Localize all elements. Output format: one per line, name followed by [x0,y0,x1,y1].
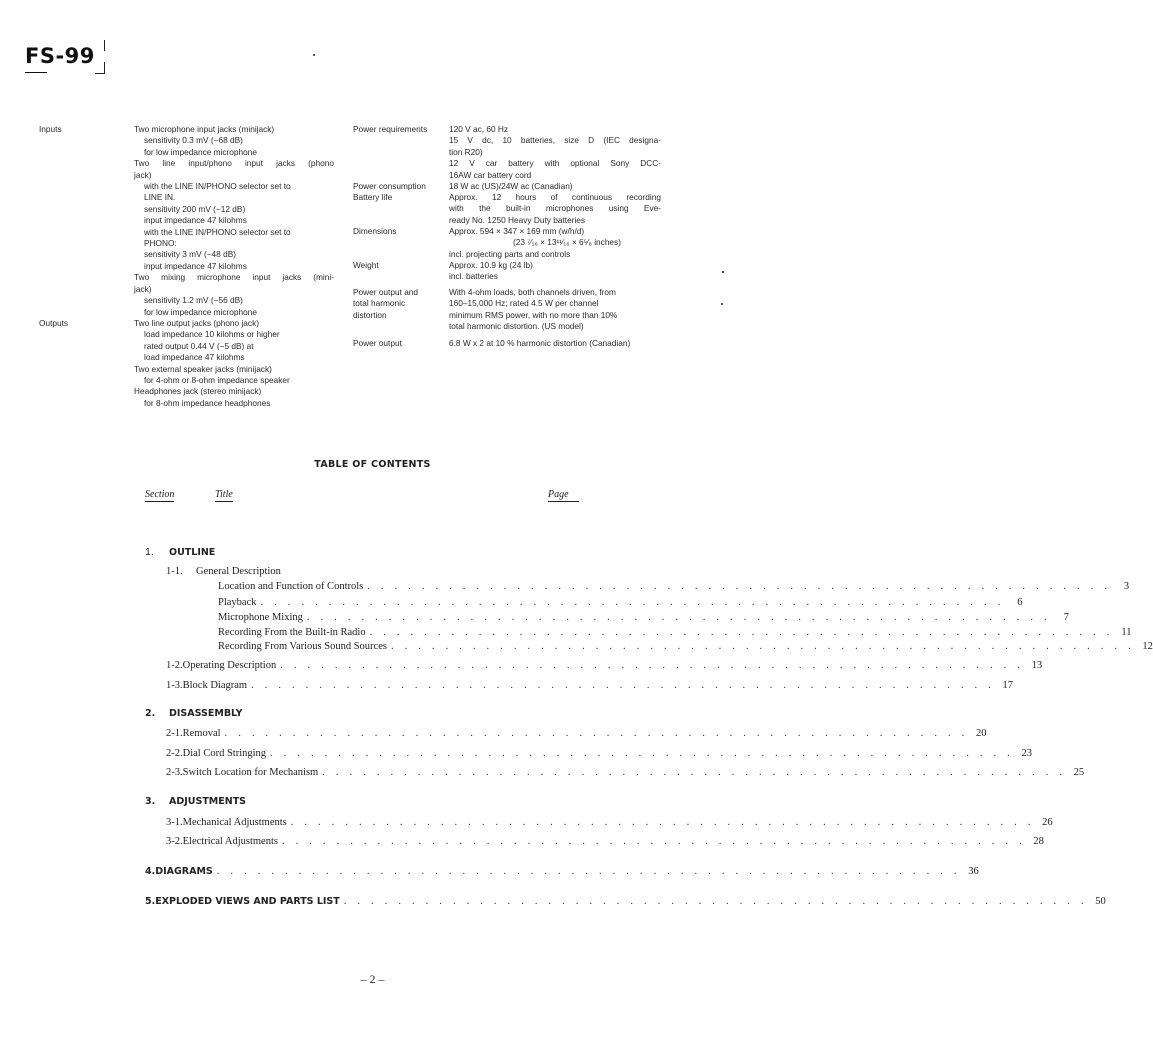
toc-subitem[interactable] [218,627,1132,638]
toc-leader-dots: . . . . . . . . . . . . . . . . . . . . . . . . . . . . . . . . . . . . . . . . . . . . . . . . . . . . . . . [306,612,1051,623]
spec-line: total harmonic distortion. (US model) [449,321,584,332]
spec-line: Two line input/phono input jacks (phono [134,158,334,169]
toc-item-number: 3-1. [166,817,183,828]
toc-subitem[interactable] [218,612,1069,623]
toc-leader-dots: . . . . . . . . . . . . . . . . . . . . . . . . . . . . . . . . . . . . . . . . . . . . . . . . . . . . . . . [280,660,1025,671]
toc-page-number: 3 [1123,581,1130,592]
toc-item-2-1[interactable] [166,728,987,739]
model-name: FS-99 [25,44,95,68]
spec-label-weight: Weight [353,260,379,270]
toc-page-number: 13 [1031,660,1043,671]
spec-line: PHONO: [144,238,177,249]
toc-subitem[interactable] [218,641,1153,652]
toc-leader-dots: . . . . . . . . . . . . . . . . . . . . . . . . . . . . . . . . . . . . . . . . . . . . . . . . . . . . . . . [216,866,961,877]
spec-line: jack) [134,283,152,294]
spec-line: Approx. 10.9 kg (24 lb) [449,260,533,270]
spec-line: with the LINE IN/PHONO selector set to [144,181,291,192]
spec-line: 15 V dc, 10 batteries, size D (IEC designa- [449,135,661,146]
toc-page-number: 28 [1033,836,1044,847]
spec-label-line: total harmonic [353,298,406,309]
spec-line: for low impedance microphone [144,306,257,317]
spec-label-power-output-thd [353,287,418,321]
toc-page-number: 36 [968,866,979,877]
spec-line: minimum RMS power, with no more than 10% [449,309,618,320]
toc-leader-dots: . . . . . . . . . . . . . . . . . . . . . . . . . . . . . . . . . . . . . . . . . . . . . . . . . . . . . . . [281,836,1026,847]
spec-line: (23 ⁷⁄₁₆ × 13¹¹⁄₁₆ × 6⁵⁄₈ inches) [513,237,621,248]
toc-section-title: OUTLINE [169,547,216,558]
spec-line: input impedance 47 kilohms [144,215,247,226]
toc-item-title: Recording From Various Sound Sources [218,641,387,652]
spec-label-power-output: Power output [353,338,402,348]
spec-line: Two external speaker jacks (minijack) [134,363,272,374]
spec-label-battery-life: Battery life [353,192,393,202]
spec-line: rated output 0.44 V (−5 dB) at [144,340,254,351]
spec-value-power-output-thd [449,287,617,333]
toc-item-number: 2-3. [166,767,183,778]
spec-line: load impedance 47 kilohms [144,352,245,363]
toc-item-title: Switch Location for Mechanism [182,767,319,778]
spec-value-power-output [449,338,630,349]
toc-page-number: 50 [1095,896,1106,907]
toc-section-1[interactable] [145,546,215,558]
spec-value-inputs [134,124,334,318]
spec-value-dimensions [449,226,621,260]
spec-line: for 8-ohm impedance headphones [144,397,271,408]
scan-speck [722,271,724,273]
toc-section-number: 5. [145,896,156,907]
toc-page-number: 6 [1017,597,1023,608]
spec-label-outputs: Outputs [39,318,69,328]
toc-subitem[interactable] [218,597,1023,608]
spec-line: LINE IN. [144,192,176,203]
toc-leader-dots: . . . . . . . . . . . . . . . . . . . . . . . . . . . . . . . . . . . . . . . . . . . . . . . . . . . . . . . [369,627,1114,638]
spec-value-power-requirements [449,124,661,181]
toc-page-number: 26 [1042,817,1053,828]
toc-section-title: DISASSEMBLY [169,708,243,719]
corner-mark [95,73,105,74]
toc-section-2[interactable] [145,708,243,719]
toc-section-title: EXPLODED VIEWS AND PARTS LIST [155,896,340,907]
toc-section-number: 4. [145,866,156,877]
spec-line: Two line output jacks (phono jack) [134,318,259,328]
spec-line: Approx. 594 × 347 × 169 mm (w/h/d) [449,226,585,236]
toc-section-number: 2. [145,708,156,719]
spec-line: for low impedance microphone [144,146,257,157]
toc-item-number: 2-2. [166,748,183,759]
toc-item-title: Removal [182,728,221,739]
corner-mark [104,40,105,51]
toc-item-2-2[interactable] [166,748,1032,759]
spec-line: 12 V car battery with optional Sony DCC- [449,158,661,169]
spec-line: 18 W ac (US)/24W ac (Canadian) [449,181,573,191]
spec-line: 16AW car battery cord [449,169,532,180]
toc-page-number: 12 [1142,641,1153,652]
spec-label-line: Power output and [353,287,419,297]
toc-title: TABLE OF CONTENTS [314,459,431,470]
toc-item-number: 3-2. [166,836,183,847]
spec-line: for 4-ohm or 8-ohm impedance speaker [144,375,290,386]
toc-item-number: 2-1. [166,728,183,739]
spec-line: 160–15,000 Hz; rated 4.5 W per channel [449,298,599,309]
spec-line: incl. batteries [449,271,498,282]
toc-item-number: 1-2. [166,660,183,671]
toc-page-number: 25 [1073,767,1085,778]
toc-header-section: Section [145,489,175,500]
toc-item-1-1[interactable] [166,566,281,577]
toc-header-page: Page [548,489,579,502]
scan-speck [721,303,723,305]
spec-line: with the LINE IN/PHONO selector set to [144,226,291,237]
page-number: – 2 – [360,972,385,986]
toc-item-title: Microphone Mixing [218,612,303,623]
toc-item-3-1[interactable] [166,817,1053,828]
toc-leader-dots: . . . . . . . . . . . . . . . . . . . . . . . . . . . . . . . . . . . . . . . . . . . . . . . . . . . . . . . [343,896,1088,907]
spec-label-power-consumption: Power consumption [353,181,426,191]
toc-item-number: 1-1. [166,566,183,577]
toc-leader-dots: . . . . . . . . . . . . . . . . . . . . . . . . . . . . . . . . . . . . . . . . . . . . . . . . . . . . . . . [367,581,1112,592]
spec-line: input impedance 47 kilohms [144,260,247,271]
spec-line: Two mixing microphone input jacks (mini- [134,272,334,283]
spec-line: load impedance 10 kilohms or higher [144,329,280,340]
toc-leader-dots: . . . . . . . . . . . . . . . . . . . . . . . . . . . . . . . . . . . . . . . . . . . . . . . . . . . . . . . [322,767,1067,778]
toc-leader-dots: . . . . . . . . . . . . . . . . . . . . . . . . . . . . . . . . . . . . . . . . . . . . . . . . . . . . . . . [260,597,1005,608]
toc-page-number: 17 [1002,680,1014,691]
toc-item-1-3[interactable] [166,680,1014,691]
spec-value-weight [449,260,533,283]
spec-label-inputs: Inputs [39,124,62,134]
toc-page-number: 11 [1121,627,1132,638]
toc-item-1-2[interactable] [166,660,1043,671]
toc-item-title: Operating Description [182,660,277,671]
spec-label-dimensions: Dimensions [353,226,397,236]
spec-line: sensitivity 1.2 mV (−56 dB) [144,295,243,306]
toc-item-3-2[interactable] [166,836,1044,847]
toc-leader-dots: . . . . . . . . . . . . . . . . . . . . . . . . . . . . . . . . . . . . . . . . . . . . . . . . . . . . . . . [270,748,1014,759]
toc-item-title: Mechanical Adjustments [182,817,287,828]
toc-subitem[interactable] [218,581,1130,592]
toc-item-title: Dial Cord Stringing [182,748,267,759]
spec-line: incl. projecting parts and controls [449,248,571,259]
toc-page-number: 20 [975,728,987,739]
spec-line: Approx. 12 hours of continuous recording [449,192,661,202]
spec-line: sensitivity 0.3 mV (−68 dB) [144,135,243,146]
spec-line: sensitivity 3 mV (−48 dB) [144,249,236,260]
toc-item-title: Location and Function of Controls [218,581,364,592]
toc-section-number: 3. [145,796,156,807]
toc-item-title: Recording From the Built-in Radio [218,627,366,638]
toc-section-title: ADJUSTMENTS [169,796,247,807]
spec-label-power-requirements: Power requirements [353,124,428,134]
toc-section-number: 1. [145,546,154,558]
toc-section-5[interactable] [145,896,1106,907]
spec-line: 6.8 W x 2 at 10 % harmonic distortion (Canadian) [449,338,631,348]
toc-item-number: 1-3. [166,680,183,691]
toc-leader-dots: . . . . . . . . . . . . . . . . . . . . . . . . . . . . . . . . . . . . . . . . . . . . . . . . . . . . . . . [290,817,1035,828]
spec-value-battery-life [449,192,661,226]
spec-value-power-consumption [449,181,573,192]
toc-header-title: Title [215,489,233,500]
spec-line: jack) [134,169,152,180]
toc-item-title: Block Diagram [182,680,248,691]
toc-leader-dots: . . . . . . . . . . . . . . . . . . . . . . . . . . . . . . . . . . . . . . . . . . . . . . . . . . . . . . . [390,641,1135,652]
spec-line: With 4-ohm loads, both channels driven, from [449,287,616,297]
spec-line: sensitivity 200 mV (−12 dB) [144,203,246,214]
toc-section-4[interactable] [145,866,979,877]
toc-leader-dots: . . . . . . . . . . . . . . . . . . . . . . . . . . . . . . . . . . . . . . . . . . . . . . . . . . . . . . . [224,728,969,739]
toc-leader-dots: . . . . . . . . . . . . . . . . . . . . . . . . . . . . . . . . . . . . . . . . . . . . . . . . . . . . . . . [251,680,996,691]
scan-speck [313,54,315,56]
spec-line: with the built-in microphones using Eve- [449,203,661,214]
toc-section-title: DIAGRAMS [155,866,213,877]
toc-page-number: 7 [1063,612,1069,623]
toc-item-title: Electrical Adjustments [182,836,278,847]
toc-section-3[interactable] [145,796,246,807]
toc-item-title: General Description [196,566,281,577]
spec-value-outputs [134,318,334,409]
spec-line: ready No. 1250 Heavy Duty batteries [449,214,586,225]
model-underline [25,72,47,73]
spec-line: Two microphone input jacks (minijack) [134,124,275,134]
spec-line: 120 V ac, 60 Hz [449,124,509,134]
toc-page-number: 23 [1021,748,1032,759]
spec-label-line: distortion [353,309,387,320]
toc-item-title: Playback [218,597,257,608]
spec-line: tion R20) [449,146,483,157]
toc-item-2-3[interactable] [166,767,1085,778]
spec-line: Headphones jack (stereo minijack) [134,386,262,397]
